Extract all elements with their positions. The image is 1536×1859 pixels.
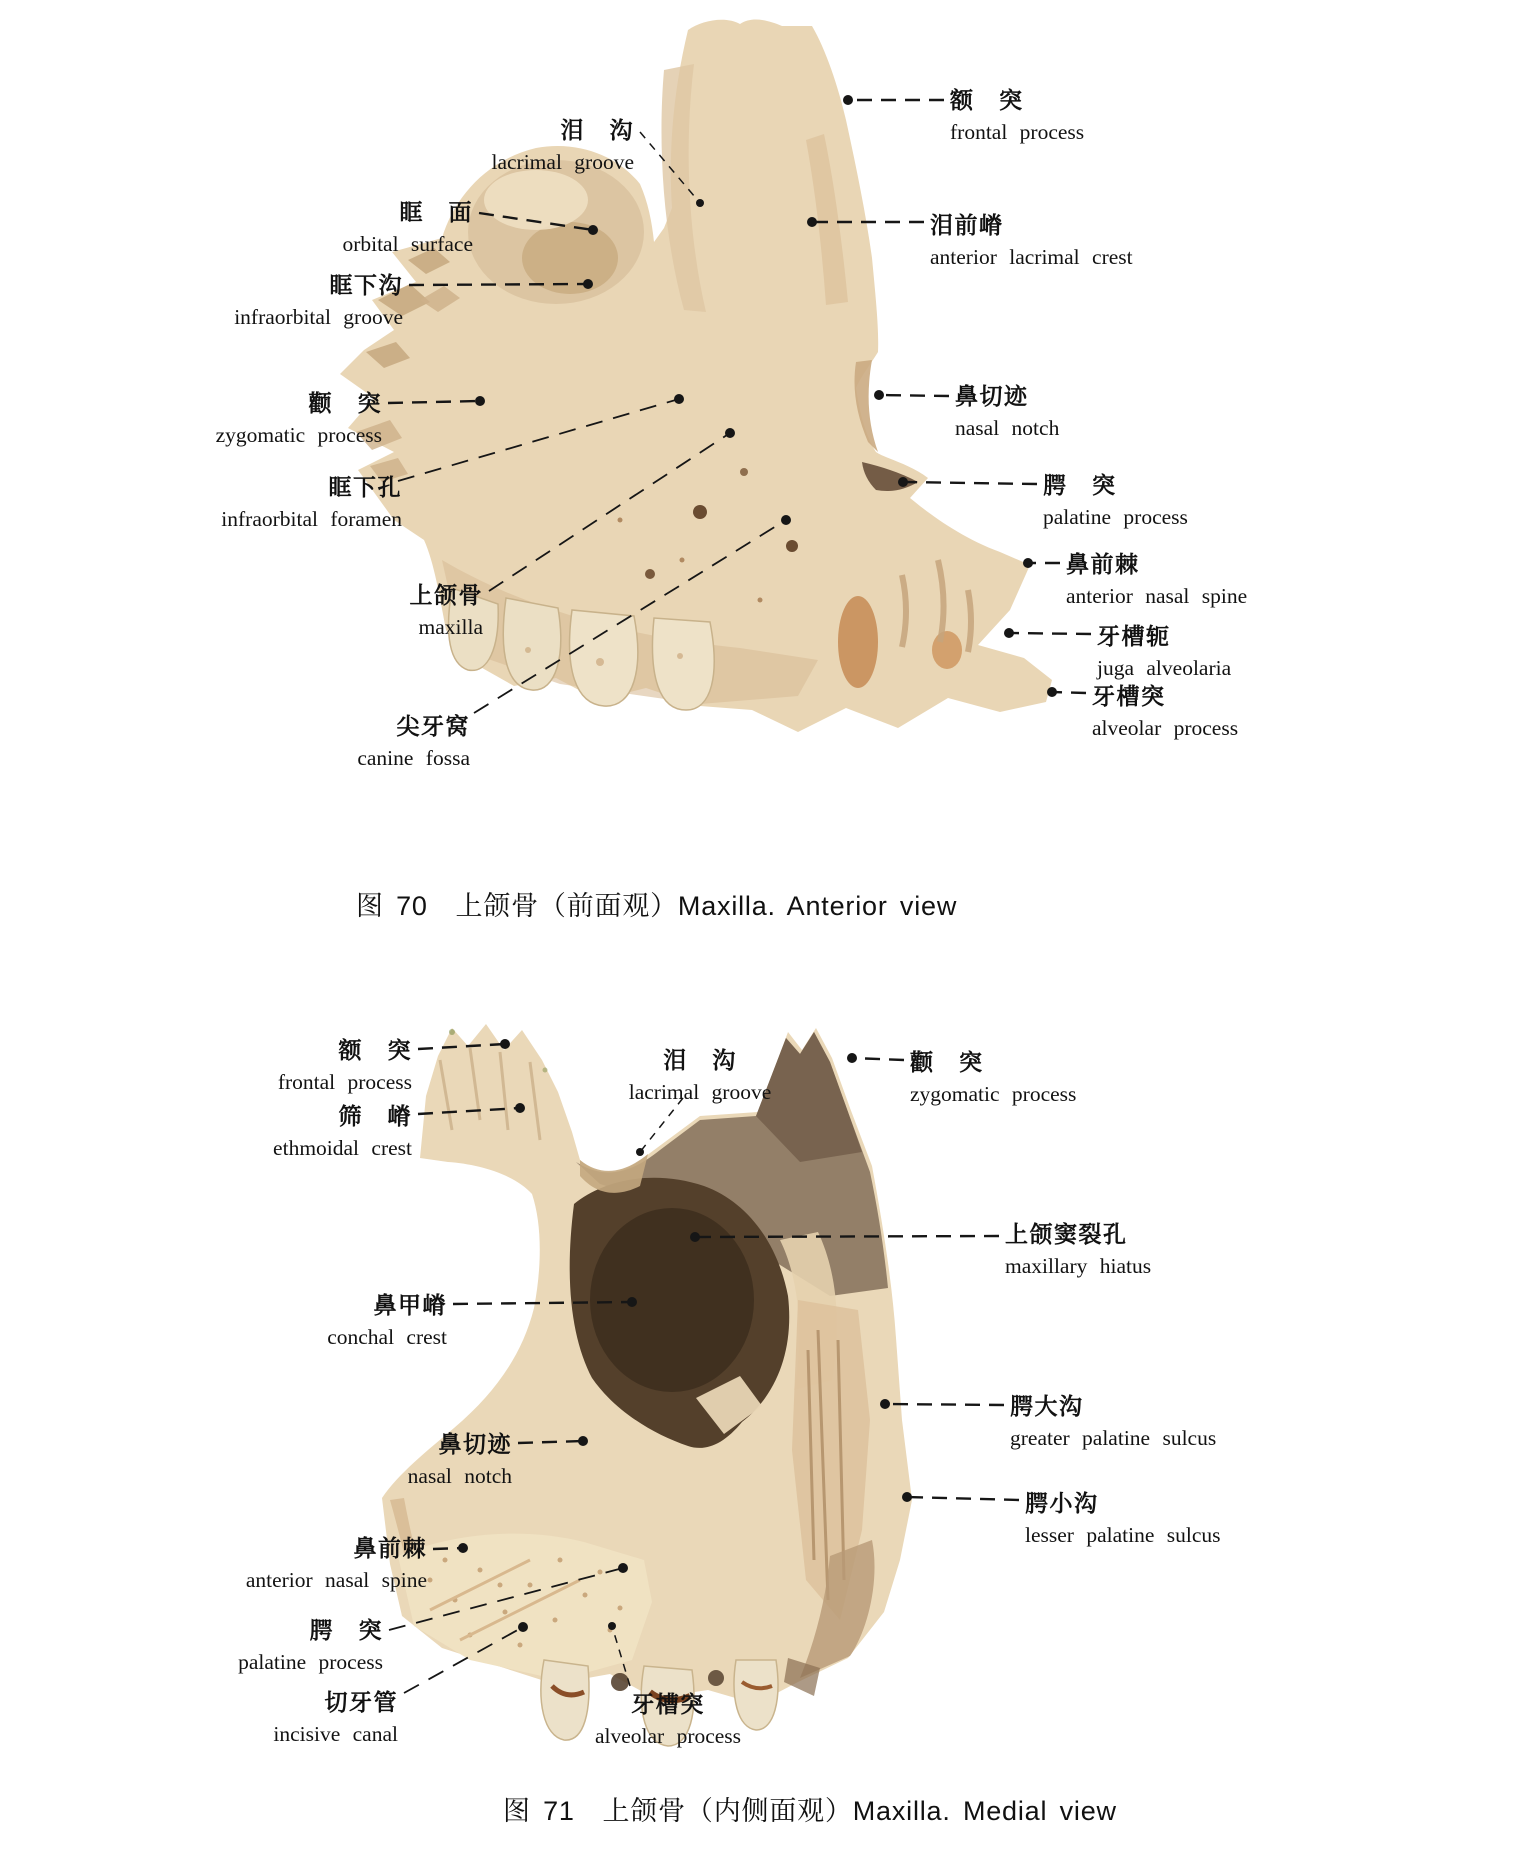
leader-dot-conchal-crest [627, 1297, 637, 1307]
label-cn-incisive-canal: 切牙管 [324, 1689, 398, 1716]
bone-hole-4 [740, 468, 748, 476]
figure-71-caption: 图 71 上颌骨（内侧面观）Maxilla. Medial view [503, 1796, 1117, 1826]
label-en-maxilla: maxilla [418, 615, 483, 639]
label-figure-71-alveolar-process [595, 1688, 741, 1751]
leader-line-zygomatic-process [852, 1058, 904, 1060]
leader-dot-nasal-notch [874, 390, 884, 400]
label-cn-anterior-lacrimal-crest: 泪前嵴 [930, 212, 1004, 239]
leader-dot-zygomatic-process [847, 1053, 857, 1063]
label-en-infraorbital-groove: infraorbital groove [234, 305, 403, 329]
leader-dot-anterior-lacrimal-crest [807, 217, 817, 227]
label-figure-71-nasal-notch [408, 1428, 512, 1491]
tooth-spot [525, 647, 531, 653]
leader-dot-juga-alveolaria [1004, 628, 1014, 638]
label-figure-70-canine-fossa [357, 710, 470, 773]
label-cn-lesser-palatine-sulcus: 腭小沟 [1025, 1490, 1099, 1517]
tooth [570, 610, 638, 706]
label-figure-70-frontal-process [950, 84, 1084, 147]
leader-dot-infraorbital-groove [583, 279, 593, 289]
label-figure-70-infraorbital-groove [234, 269, 403, 332]
label-en-greater-palatine-sulcus: greater palatine sulcus [1010, 1426, 1217, 1450]
leader-dot-orbital-surface [588, 225, 598, 235]
label-figure-70-maxilla [410, 579, 484, 642]
label-cn-greater-palatine-sulcus: 腭大沟 [1010, 1393, 1084, 1420]
label-en-juga-alveolaria: juga alveolaria [1097, 656, 1232, 680]
label-cn-orbital-surface: 眶 面 [399, 199, 473, 226]
label-cn-infraorbital-groove: 眶下沟 [329, 272, 403, 299]
maxilla-medial-photo [382, 1024, 912, 1746]
orange-stain-1 [838, 596, 878, 688]
label-figure-70-orbital-surface [342, 196, 473, 259]
leader-dot-nasal-notch [578, 1436, 588, 1446]
label-figure-71-lacrimal-groove [629, 1044, 772, 1107]
label-en-infraorbital-foramen: infraorbital foramen [221, 507, 402, 531]
leader-line-nasal-notch [879, 395, 949, 396]
label-cn-maxilla: 上颌骨 [409, 582, 483, 609]
bone-pore-1 [618, 518, 623, 523]
bone-hole-2 [786, 540, 798, 552]
label-en-alveolar-process: alveolar process [1092, 716, 1239, 740]
label-en-frontal-process: frontal process [950, 120, 1085, 144]
label-cn-canine-fossa: 尖牙窝 [396, 713, 470, 740]
label-en-lacrimal-groove: lacrimal groove [491, 150, 634, 174]
label-cn-ethmoidal-crest: 筛 嵴 [338, 1103, 412, 1130]
label-en-palatine-process: palatine process [238, 1650, 383, 1674]
label-figure-71-greater-palatine-sulcus [1010, 1390, 1216, 1453]
label-en-zygomatic-process: zygomatic process [215, 423, 382, 447]
orange-stain-2 [932, 631, 962, 669]
bone-hole-3 [645, 569, 655, 579]
leader-dot-palatine-process [618, 1563, 628, 1573]
label-cn-lacrimal-groove: 泪 沟 [663, 1047, 737, 1074]
label-en-incisive-canal: incisive canal [273, 1722, 398, 1746]
label-figure-71-zygomatic-process [910, 1046, 1076, 1109]
label-figure-71-incisive-canal [273, 1686, 398, 1749]
label-figure-71-ethmoidal-crest [273, 1100, 412, 1163]
label-figure-70-anterior-lacrimal-crest [930, 209, 1133, 272]
bone-hole-1 [693, 505, 707, 519]
label-figure-71-lesser-palatine-sulcus [1025, 1487, 1221, 1550]
label-en-ethmoidal-crest: ethmoidal crest [273, 1136, 412, 1160]
label-en-palatine-process: palatine process [1043, 505, 1188, 529]
label-cn-lacrimal-groove: 泪 沟 [560, 117, 634, 144]
label-cn-anterior-nasal-spine: 鼻前棘 [353, 1535, 427, 1562]
label-cn-infraorbital-foramen: 眶下孔 [328, 474, 402, 501]
bone-pore-3 [758, 598, 763, 603]
label-cn-palatine-process: 腭 突 [309, 1617, 383, 1644]
label-en-lacrimal-groove: lacrimal groove [628, 1080, 772, 1104]
leader-dot-lacrimal-groove [696, 199, 704, 207]
tooth-spot [677, 653, 683, 659]
leader-dot-maxillary-hiatus [690, 1232, 700, 1242]
figure-70-caption: 图 70 上颌骨（前面观）Maxilla. Anterior view [356, 891, 958, 921]
tooth [541, 1660, 589, 1740]
label-cn-frontal-process: 额 突 [950, 87, 1024, 114]
leader-dot-alveolar-process [608, 1622, 616, 1630]
label-figure-71-frontal-process [278, 1034, 412, 1097]
leader-dot-lesser-palatine-sulcus [902, 1492, 912, 1502]
label-cn-frontal-process: 额 突 [338, 1037, 412, 1064]
label-en-nasal-notch: nasal notch [955, 416, 1060, 440]
tooth-gap-shadow [708, 1670, 724, 1686]
label-cn-alveolar-process: 牙槽突 [1092, 683, 1166, 710]
label-cn-alveolar-process: 牙槽突 [631, 1691, 705, 1718]
label-en-alveolar-process: alveolar process [594, 1724, 742, 1748]
label-cn-zygomatic-process: 颧 突 [910, 1049, 984, 1076]
label-figure-70-zygomatic-process [216, 387, 382, 450]
label-en-canine-fossa: canine fossa [357, 746, 470, 770]
leader-dot-infraorbital-foramen [674, 394, 684, 404]
label-en-anterior-lacrimal-crest: anterior lacrimal crest [930, 245, 1133, 269]
label-en-anterior-nasal-spine: anterior nasal spine [1066, 584, 1248, 608]
label-en-conchal-crest: conchal crest [327, 1325, 447, 1349]
label-cn-conchal-crest: 鼻甲嵴 [373, 1292, 447, 1319]
leader-line-juga-alveolaria [1009, 633, 1091, 634]
leader-line-alveolar-process [1052, 692, 1086, 693]
label-figure-70-lacrimal-groove [491, 114, 634, 177]
label-en-lesser-palatine-sulcus: lesser palatine sulcus [1025, 1523, 1221, 1547]
leader-dot-anterior-nasal-spine [458, 1543, 468, 1553]
leader-dot-frontal-process [500, 1039, 510, 1049]
label-cn-juga-alveolaria: 牙槽轭 [1097, 623, 1171, 650]
leader-dot-palatine-process [898, 477, 908, 487]
tooth [652, 618, 714, 710]
bone-pore-2 [680, 558, 685, 563]
leader-line-lesser-palatine-sulcus [907, 1497, 1019, 1500]
label-cn-nasal-notch: 鼻切迹 [955, 383, 1029, 410]
label-cn-maxillary-hiatus: 上颌窦裂孔 [1005, 1221, 1128, 1248]
leader-dot-maxilla [725, 428, 735, 438]
leader-line-greater-palatine-sulcus [885, 1404, 1004, 1405]
label-cn-anterior-nasal-spine: 鼻前棘 [1066, 551, 1140, 578]
label-en-orbital-surface: orbital surface [342, 232, 473, 256]
tooth-spot [596, 658, 604, 666]
leader-dot-ethmoidal-crest [515, 1103, 525, 1113]
label-cn-palatine-process: 腭 突 [1043, 472, 1117, 499]
label-figure-70-palatine-process [1043, 469, 1188, 532]
crown-fleck [543, 1068, 548, 1073]
leader-dot-incisive-canal [518, 1622, 528, 1632]
label-figure-70-alveolar-process [1092, 680, 1238, 743]
label-figure-71-palatine-process [238, 1614, 383, 1677]
label-cn-nasal-notch: 鼻切迹 [438, 1431, 512, 1458]
label-figure-70-infraorbital-foramen [221, 471, 402, 534]
label-figure-70-juga-alveolaria [1097, 620, 1231, 683]
label-en-nasal-notch: nasal notch [407, 1464, 512, 1488]
label-figure-70-nasal-notch [955, 380, 1059, 443]
leader-dot-zygomatic-process [475, 396, 485, 406]
leader-dot-lacrimal-groove [636, 1148, 644, 1156]
label-en-anterior-nasal-spine: anterior nasal spine [245, 1568, 427, 1592]
label-cn-zygomatic-process: 颧 突 [308, 390, 382, 417]
leader-dot-frontal-process [843, 95, 853, 105]
leader-dot-anterior-nasal-spine [1023, 558, 1033, 568]
crown-fleck [449, 1029, 455, 1035]
label-figure-71-maxillary-hiatus [1005, 1218, 1151, 1281]
sinus-cavity-inner [590, 1208, 754, 1392]
label-figure-71-conchal-crest [327, 1289, 447, 1352]
leader-dot-alveolar-process [1047, 687, 1057, 697]
label-en-frontal-process: frontal process [277, 1070, 412, 1094]
label-figure-71-anterior-nasal-spine [246, 1532, 427, 1595]
label-figure-70-anterior-nasal-spine [1066, 548, 1247, 611]
leader-dot-canine-fossa [781, 515, 791, 525]
leader-dot-greater-palatine-sulcus [880, 1399, 890, 1409]
label-en-zygomatic-process: zygomatic process [910, 1082, 1077, 1106]
label-en-maxillary-hiatus: maxillary hiatus [1005, 1254, 1152, 1278]
